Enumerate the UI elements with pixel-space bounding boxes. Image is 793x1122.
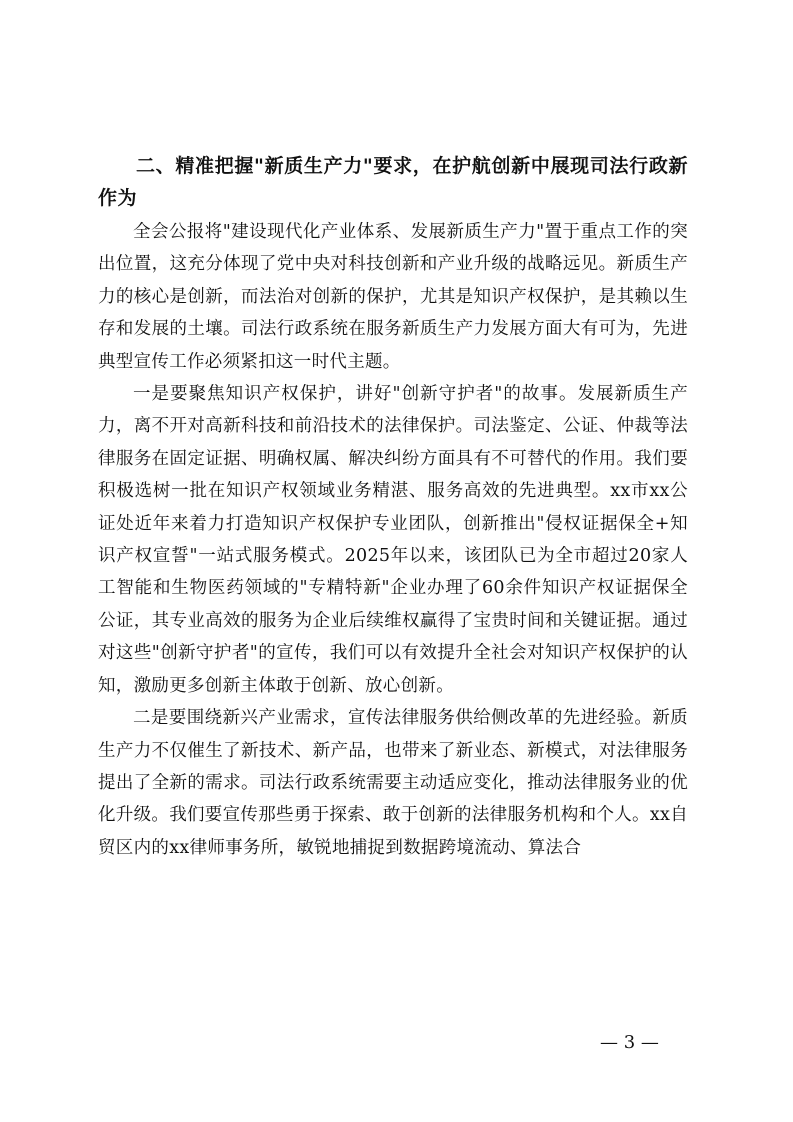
section-heading: 二、精准把握"新质生产力"要求，在护航创新中展现司法行政新作为 [98, 155, 688, 209]
paragraph-point-two: 二是要围绕新兴产业需求，宣传法律服务供给侧改革的先进经验。新质生产力不仅催生了新技术、新产品，也带来了新业态、新模式，对法律服务提出了全新的需求。司法行政系统需要主动适应变化，推动法律服务业的优化升级。我们要宣传那些勇于探索、敢于创新的法律服务机构和个人。xx自贸区内的xx律师事务所，敏锐地捕捉到数据跨境流动、算法合 [98, 708, 688, 858]
document-body [98, 150, 688, 864]
paragraph-intro: 全会公报将"建设现代化产业体系、发展新质生产力"置于重点工作的突出位置，这充分体现了党中央对科技创新和产业升级的战略远见。新质生产力的核心是创新，而法治对创新的保护，尤其是知识产权保护，是其赖以生存和发展的土壤。司法行政系统在服务新质生产力发展方面大有可为，先进典型宣传工作必须紧扣这一时代主题。 [98, 222, 688, 372]
page-number: — 3 — [600, 1032, 659, 1053]
paragraph-point-one: 一是要聚焦知识产权保护，讲好"创新守护者"的故事。发展新质生产力，离不开对高新科技和前沿技术的法律保护。司法鉴定、公证、仲裁等法律服务在固定证据、明确权属、解决纠纷方面具有不可替代的作用。我们要积极选树一批在知识产权领域业务精湛、服务高效的先进典型。xx市xx公证处近年来着力打造知识产权保护专业团队，创新推出"侵权证据保全+知识产权宣誓"一站式服务模式。2025年以来，该团队已为全市超过20家人工智能和生物医药领域的"专精特新"企业办理了60余件知识产权证据保全公证，其专业高效的服务为企业后续维权赢得了宝贵时间和关键证据。通过对这些"创新守护者"的宣传，我们可以有效提升全社会对知识产权保护的认知，激励更多创新主体敢于创新、放心创新。 [98, 384, 688, 696]
